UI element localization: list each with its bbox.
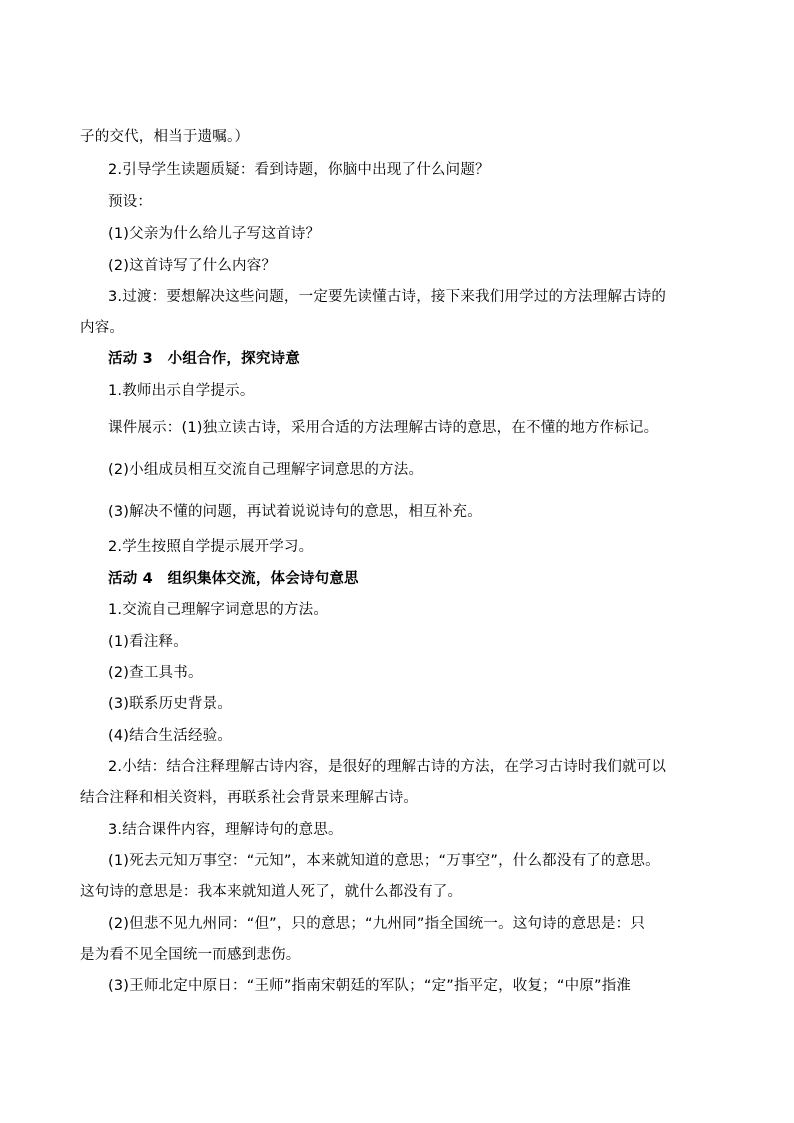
text-line: (2)小组成员相互交流自己理解字词意思的方法。 bbox=[108, 462, 424, 478]
text-line: 2.引导学生读题质疑：看到诗题，你脑中出现了什么问题？ bbox=[108, 162, 490, 178]
text-line: (2)这首诗写了什么内容？ bbox=[108, 258, 277, 274]
text-line: 1.教师出示自学提示。 bbox=[108, 383, 255, 399]
text-line: 2.小结：结合注释理解古诗内容，是很好的理解古诗的方法，在学习古诗时我们就可以 bbox=[108, 759, 667, 775]
text-line: 3.过渡：要想解决这些问题，一定要先读懂古诗，接下来我们用学过的方法理解古诗的 bbox=[108, 289, 667, 305]
section-heading: 活动 4 组织集体交流，体会诗句意思 bbox=[108, 571, 359, 587]
text-line: 1.交流自己理解字词意思的方法。 bbox=[108, 602, 329, 618]
text-line: (1)死去元知万事空：“元知”，本来就知道的意思；“万事空”，什么都没有了的意思。 bbox=[108, 853, 660, 869]
text-line: (3)王师北定中原日：“王师”指南宋朝廷的军队；“定”指平定，收复；“中原”指淮 bbox=[108, 978, 632, 994]
text-line: 是为看不见全国统一而感到悲伤。 bbox=[80, 947, 301, 963]
section-heading: 活动 3 小组合作，探究诗意 bbox=[108, 351, 300, 367]
text-line: 3.结合课件内容，理解诗句的意思。 bbox=[108, 822, 343, 838]
text-line: (1)父亲为什么给儿子写这首诗？ bbox=[108, 226, 321, 242]
text-line: 课件展示：(1)独立读古诗，采用合适的方法理解古诗的意思，在不懂的地方作标记。 bbox=[108, 420, 659, 436]
text-line: (3)解决不懂的问题，再试着说说诗句的意思，相互补充。 bbox=[108, 504, 482, 520]
text-line: (1)看注释。 bbox=[108, 634, 188, 650]
text-line: 这句诗的意思是：我本来就知道人死了，就什么都没有了。 bbox=[80, 884, 463, 900]
text-line: 结合注释和相关资料，再联系社会背景来理解古诗。 bbox=[80, 790, 419, 806]
text-line: (3)联系历史背景。 bbox=[108, 696, 233, 712]
text-line: 内容。 bbox=[80, 320, 125, 336]
text-line: 子的交代，相当于遗嘱。） bbox=[80, 129, 250, 145]
text-line: (2)但悲不见九州同：“但”，只的意思；“九州同”指全国统一。这句诗的意思是：只 bbox=[108, 916, 646, 932]
text-line: 2.学生按照自学提示展开学习。 bbox=[108, 539, 314, 555]
text-line: (2)查工具书。 bbox=[108, 665, 203, 681]
text-line: 预设： bbox=[108, 194, 153, 210]
text-line: (4)结合生活经验。 bbox=[108, 728, 233, 744]
